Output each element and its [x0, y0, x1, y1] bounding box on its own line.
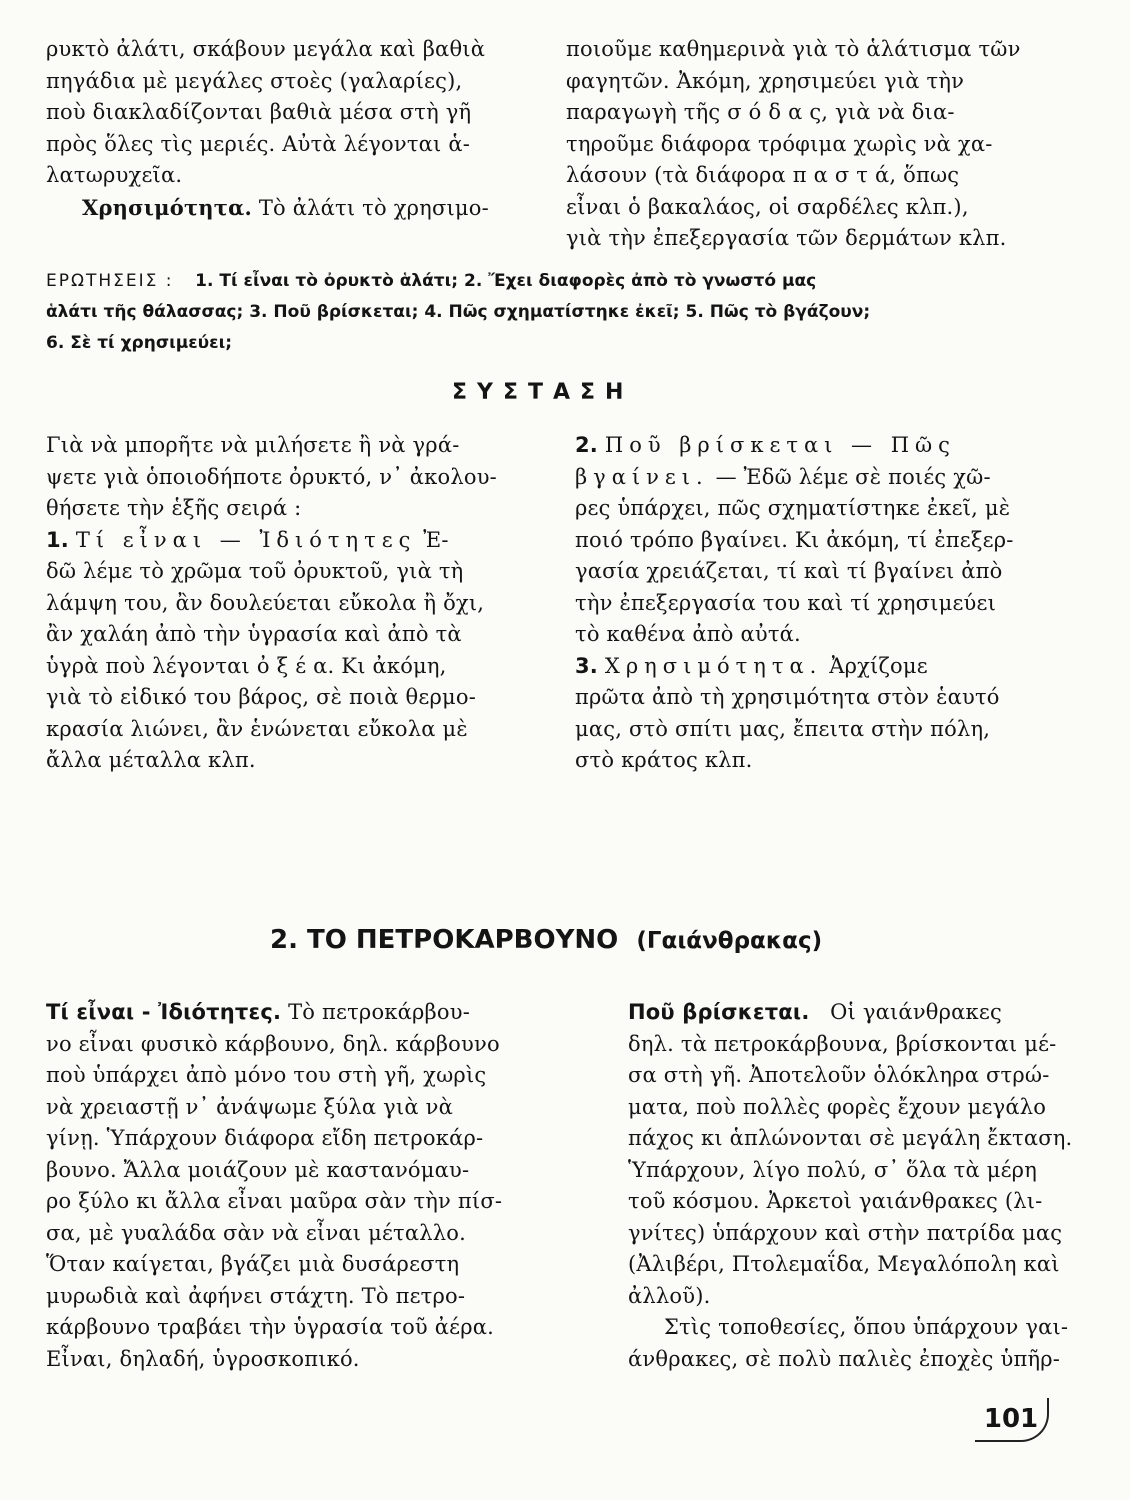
usefulness-paragraph — [46, 192, 546, 225]
text-line: λάμψη του, ἂν δουλεύεται εὔκολα ἢ ὄχι, — [46, 590, 485, 615]
text-line: Ὅταν καίγεται, βγάζει μιὰ δυσάρεστη — [46, 1252, 460, 1276]
point-1-line — [46, 525, 546, 557]
text-line: βουνο. Ἄλλα μοιάζουν μὲ καστανόμαυ- — [46, 1157, 470, 1182]
text-line: ψετε γιὰ ὁποιοδήποτε ὀρυκτό, ν᾿ ἀκολου- — [46, 464, 497, 489]
point-heading: βγαίνει. — [575, 464, 709, 489]
mid-left-column — [46, 430, 546, 777]
text-line: μας, στὸ σπίτι μας, ἔπειτα στὴν πόλη, — [575, 716, 991, 741]
text-line: Ἀρχίζομε — [829, 653, 928, 678]
text-line: Ὑπάρχουν, λίγο πολύ, σ᾿ ὅλα τὰ μέρη — [628, 1157, 1037, 1182]
properties-first-line — [46, 997, 556, 1029]
text-line: Στὶς τοποθεσίες, ὅπου ὑπάρχουν γαι- — [664, 1315, 1069, 1339]
text-line: Εἶναι, δηλαδή, ὑγροσκοπικό. — [46, 1346, 360, 1371]
text-line: ἄλλα μέταλλα κλπ. — [46, 748, 256, 772]
text-line: ματα, ποὺ πολλὲς φορὲς ἔχουν μεγάλο — [628, 1094, 1047, 1119]
composition-heading: ΣΥΣΤΑΣΗ — [452, 380, 634, 405]
text-line: ρυκτὸ ἀλάτι, σκάβουν μεγάλα καὶ βαθιὰ — [46, 37, 486, 61]
text-line: τηροῦμε διάφορα τρόφιμα χωρὶς νὰ χα- — [566, 131, 993, 156]
text-line: κρασία λιώνει, ἂν ἑνώνεται εὔκολα μὲ — [46, 716, 468, 741]
point-2-line — [575, 462, 1095, 494]
text-line: νὰ χρειαστῇ ν᾿ ἀνάψωμε ξύλα γιὰ νὰ — [46, 1094, 453, 1119]
usefulness-heading: Χρησιμότητα. — [82, 194, 252, 220]
section-title-main: 2. ΤΟ ΠΕΤΡΟΚΑΡΒΟΥΝΟ — [270, 925, 619, 955]
text-line: λατωρυχεῖα. — [46, 163, 183, 187]
text-line: κάρβουνο τραβάει τὴν ὑγρασία τοῦ ἀέρα. — [46, 1315, 495, 1339]
text-line: άνθρακες, σὲ πολὺ παλιὲς ἐποχὲς ὑπῆρ- — [628, 1346, 1061, 1371]
text-line: γασία χρειάζεται, τί καὶ τί βγαίνει ἀπὸ — [575, 559, 1003, 583]
text-line: Οἱ γαιάνθρακες — [830, 1000, 1002, 1024]
text-line: δῶ λέμε τὸ χρῶμα τοῦ ὀρυκτοῦ, γιὰ τὴ — [46, 559, 464, 583]
text-line: Γιὰ νὰ μπορῆτε νὰ μιλήσετε ἢ νὰ γρά- — [46, 433, 460, 457]
text-line: (Ἀλιβέρι, Πτολεμαΐδα, Μεγαλόπολη καὶ — [628, 1252, 1060, 1276]
text-line: ἀλλοῦ). — [628, 1283, 711, 1308]
section-title — [270, 925, 822, 955]
text-line: ποιό τρόπο βγαίνει. Κι ἀκόμη, τί ἐπεξερ- — [575, 527, 1014, 552]
text-line: ποιοῦμε καθημερινὰ γιὰ τὸ ἁλάτισμα τῶν — [566, 37, 1021, 61]
text-line: γίνῃ. Ὑπάρχουν διάφορα εἴδη πετροκάρ- — [46, 1126, 484, 1150]
point-number: 2. — [575, 433, 598, 457]
point-3-line — [575, 651, 1095, 683]
text-line: μυρωδιὰ καὶ ἀφήνει στάχτη. Τὸ πετρο- — [46, 1283, 466, 1308]
top-left-column — [46, 34, 546, 224]
text-line: πρῶτα ἀπὸ τὴ χρησιμότητα στὸν ἑαυτό — [575, 685, 1000, 709]
text-line: πηγάδια μὲ μεγάλες στοὲς (γαλαρίες), — [46, 68, 463, 93]
text-line: παραγωγὴ τῆς σ ό δ α ς, γιὰ νὰ δια- — [566, 100, 955, 124]
text-line: εἶναι ὁ βακαλάος, οἱ σαρδέλες κλπ.), — [566, 194, 969, 219]
text-line: ἂν χαλάη ἀπὸ τὴν ὑγρασία καὶ ἀπὸ τὰ — [46, 622, 462, 646]
text-line: ρες ὑπάρχει, πῶς σχηματίστηκε ἐκεῖ, μὲ — [575, 496, 1011, 520]
text-line: πρὸς ὅλες τὶς μεριές. Αὐτὰ λέγονται ἁ- — [46, 131, 471, 156]
text-line: φαγητῶν. Ἀκόμη, χρησιμεύει γιὰ τὴν — [566, 68, 965, 93]
question-text: 1. Τί εἶναι τὸ ὀρυκτὸ ἁλάτι; 2. Ἔχει διαφορὲς ἀπὸ τὸ γνωστό μας — [195, 271, 817, 291]
text-line: τὴν ἐπεξεργασία του καὶ τί χρησιμεύει — [575, 590, 997, 615]
questions-block — [46, 266, 1046, 359]
questions-label: ΕΡΩΤΗΣΕΙΣ : — [46, 271, 174, 291]
text-line: δηλ. τὰ πετροκάρβουνα, βρίσκονται μέ- — [628, 1031, 1057, 1056]
question-text: ἁλάτι τῆς θάλασσας; 3. Ποῦ βρίσκεται; 4. Πῶς σχηματίστηκε ἐκεῖ; 5. Πῶς τὸ βγάζουν; — [46, 302, 871, 322]
properties-heading: Τί εἶναι - Ἰδιότητες. — [46, 1000, 282, 1024]
text-line: γιὰ τὸ εἰδικό του βάρος, σὲ ποιὰ θερμο- — [46, 685, 477, 709]
point-2-line — [575, 430, 1095, 462]
text-line: Τὸ ἀλάτι τὸ χρησιμο- — [258, 195, 489, 220]
text-line: Τὸ πετροκάρβου- — [288, 1000, 471, 1024]
text-line: ποὺ διακλαδίζονται βαθιὰ μέσα στὴ γῆ — [46, 100, 472, 124]
text-line: πάχος κι ἁπλώνονται σὲ μεγάλη ἔκταση. — [628, 1126, 1073, 1150]
text-line: σα στὴ γῆ. Ἀποτελοῦν ὁλόκληρα στρώ- — [628, 1063, 1050, 1087]
text-line: — Ἐδῶ λέμε σὲ ποιές χῶ- — [715, 464, 991, 489]
point-heading: Τί εἶναι — Ἰδιότητες — [75, 527, 417, 552]
text-line: τὸ καθένα ἀπὸ αὐτά. — [575, 622, 801, 646]
question-text: 6. Σὲ τί χρησιμεύει; — [46, 333, 233, 353]
text-line: τοῦ κόσμου. Ἀρκετοὶ γαιάνθρακες (λι- — [628, 1189, 1043, 1213]
page-number: 101 — [975, 1398, 1049, 1442]
location-heading: Ποῦ βρίσκεται. — [628, 1000, 810, 1024]
text-line: ὑγρὰ ποὺ λέγονται ὀ ξ έ α. Κι ἀκόμη, — [46, 653, 447, 678]
point-number: 3. — [575, 653, 598, 678]
text-line: ποὺ ὑπάρχει ἀπὸ μόνο του στὴ γῆ, χωρὶς — [46, 1063, 487, 1087]
text-line: στὸ κράτος κλπ. — [575, 748, 753, 772]
text-line: θήσετε τὴν ἑξῆς σειρά : — [46, 496, 302, 520]
text-line: ρο ξύλο κι ἄλλα εἶναι μαῦρα σὰν τὴν πίσ- — [46, 1189, 503, 1213]
top-right-column — [566, 34, 1086, 255]
location-first-line — [628, 997, 1098, 1029]
point-heading: Χρησιμότητα. — [604, 653, 823, 678]
text-line: λάσουν (τὰ διάφορα π α σ τ ά, ὅπως — [566, 163, 960, 187]
questions-line — [46, 266, 1046, 297]
text-line: νο εἶναι φυσικὸ κάρβουνο, δηλ. κάρβουνο — [46, 1031, 500, 1056]
text-line: γνίτες) ὑπάρχουν καὶ στὴν πατρίδα μας — [628, 1220, 1063, 1245]
bottom-left-column — [46, 997, 556, 1375]
point-number: 1. — [46, 527, 69, 552]
text-line: σα, μὲ γυαλάδα σὰν νὰ εἶναι μέταλλο. — [46, 1220, 466, 1245]
mid-right-column — [575, 430, 1095, 777]
bottom-right-column — [628, 997, 1098, 1375]
text-line: Ἐ- — [423, 527, 449, 552]
section-title-sub: (Γαιάνθρακας) — [636, 928, 823, 954]
point-heading: Ποῦ βρίσκεται — Πῶς — [604, 433, 956, 457]
text-line: γιὰ τὴν ἐπεξεργασία τῶν δερμάτων κλπ. — [566, 226, 1007, 250]
